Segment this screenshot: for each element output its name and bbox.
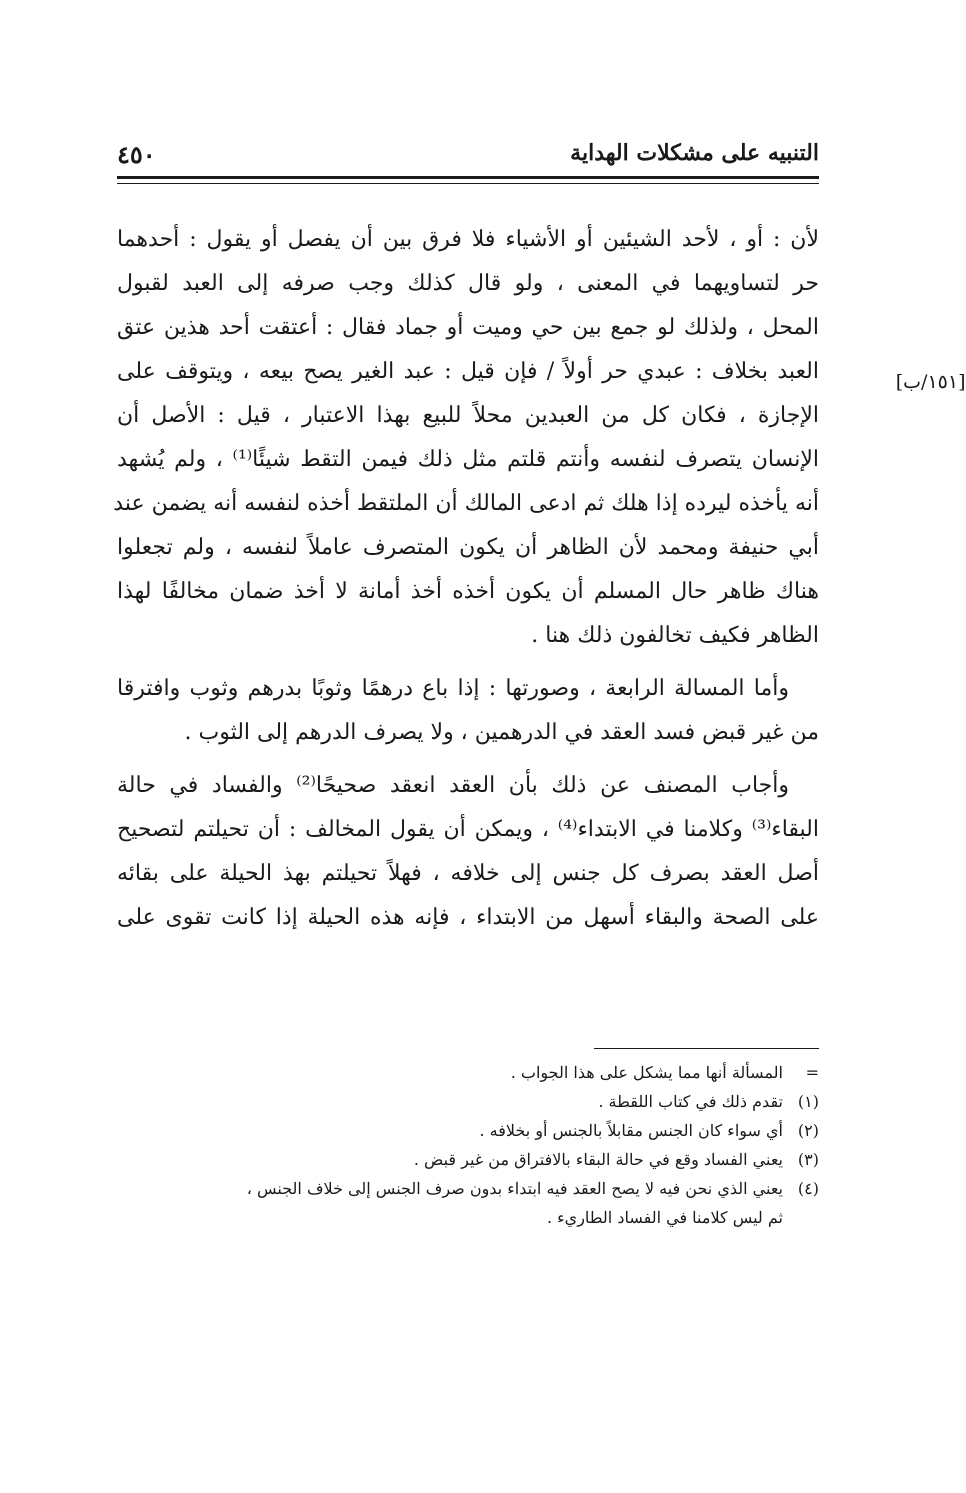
text-line: وأجاب المصنف عن ذلك بأن العقد انعقد صحيحًا⁽²⁾ والفساد في حالة [117, 773, 789, 798]
main-text [113, 218, 820, 940]
text-line: الإجازة ، فكان كل من العبدين محلاً للبيع بهذا الاعتبار ، قيل : الأصل أن [117, 403, 819, 428]
header-rule-thick [117, 176, 819, 179]
footnote-2 [117, 1116, 819, 1145]
footnote-1 [117, 1087, 819, 1116]
text-line: أنه يأخذه ليرده إذا هلك ثم ادعى المالك أن الملتقط أخذه لنفسه أنه يضمن عند [113, 491, 819, 516]
paragraph-1 [113, 218, 820, 658]
paragraph-3 [117, 764, 819, 940]
footnote-text: يعني الفساد وقع في حالة البقاء بالافتراق من غير قبض . [413, 1150, 783, 1169]
margin-folio-note: [١٥١/ب] [895, 371, 966, 393]
text-line: من غير قبض فسد العقد في الدرهمين ، ولا يصرف الدرهم إلى الثوب . [184, 720, 819, 745]
footnote-marker: (٢) [797, 1121, 819, 1140]
text-line: المحل ، ولذلك لو جمع بين حي وميت أو جماد فقال : أعتقت أحد هذين عتق [117, 315, 819, 340]
footnote-4 [117, 1174, 819, 1203]
text-line: على الصحة والبقاء أسهل من الابتداء ، فإنه هذه الحيلة إذا كانت تقوى على [117, 905, 819, 930]
text-line: البقاء⁽³⁾ وكلامنا في الابتداء⁽⁴⁾ ، ويمكن أن يقول المخالف : أن تحيلتم لتصحيح [117, 817, 819, 842]
text-line: حر لتساويهما في المعنى ، ولو قال كذلك وجب صرفه إلى العبد لقبول [117, 271, 819, 296]
paragraph-2 [117, 667, 819, 755]
header-title: التنبيه على مشكلات الهداية [570, 140, 819, 166]
footnote-text: أي سواء كان الجنس مقابلاً بالجنس أو بخلافه . [479, 1121, 783, 1140]
footnote-separator [594, 1048, 819, 1049]
text-line: العبد بخلاف : عبدي حر أولاً / فإن قيل : عبد الغير يصح بيعه ، ويتوقف على [117, 359, 819, 384]
text-line: وأما المسالة الرابعة ، وصورتها : إذا باع درهمًا وثوبًا بدرهم وثوب وافترقا [117, 676, 789, 701]
footnote-text: يعني الذي نحن فيه لا يصح العقد فيه ابتداء بدون صرف الجنس إلى خلاف الجنس ، [246, 1179, 783, 1198]
footnote-marker: (١) [797, 1092, 819, 1111]
text-line: الظاهر فكيف تخالفون ذلك هنا . [531, 623, 819, 648]
footnote-continuation [117, 1058, 819, 1087]
footnote-text: المسألة أنها مما يشكل على هذا الجواب . [510, 1063, 783, 1082]
footnotes [117, 1058, 819, 1232]
text-line: هناك ظاهر حال المسلم أن يكون أخذه أخذ أمانة لا أخذ ضمان مخالفًا لهذا [117, 579, 819, 604]
footnote-text: تقدم ذلك في كتاب اللقطة . [598, 1092, 783, 1111]
header-rule-thin [117, 183, 819, 184]
footnote-4-continuation: ثم ليس كلامنا في الفساد الطاريء . [546, 1208, 783, 1227]
footnote-3 [117, 1145, 819, 1174]
footnote-marker: (٣) [797, 1150, 819, 1169]
running-header [117, 140, 819, 174]
text-line: أبي حنيفة ومحمد لأن الظاهر أن يكون المتصرف عاملاً لنفسه ، ولم تجعلوا [117, 535, 819, 560]
footnote-marker: (٤) [797, 1179, 819, 1198]
footnote-marker: = [805, 1063, 819, 1082]
text-line: لأن : أو ، لأحد الشيئين أو الأشياء فلا فرق بين أن يفصل أو يقول : أحدهما [117, 227, 819, 252]
text-line: الإنسان يتصرف لنفسه وأنتم قلتم مثل ذلك فيمن التقط شيئًا⁽¹⁾ ، ولم يُشهد [117, 447, 820, 472]
text-line: أصل العقد بصرف كل جنس إلى خلافه ، فهلاً تحيلتم بهذ الحيلة على بقائه [117, 861, 819, 886]
page-number: ٤٥٠ [117, 140, 156, 169]
